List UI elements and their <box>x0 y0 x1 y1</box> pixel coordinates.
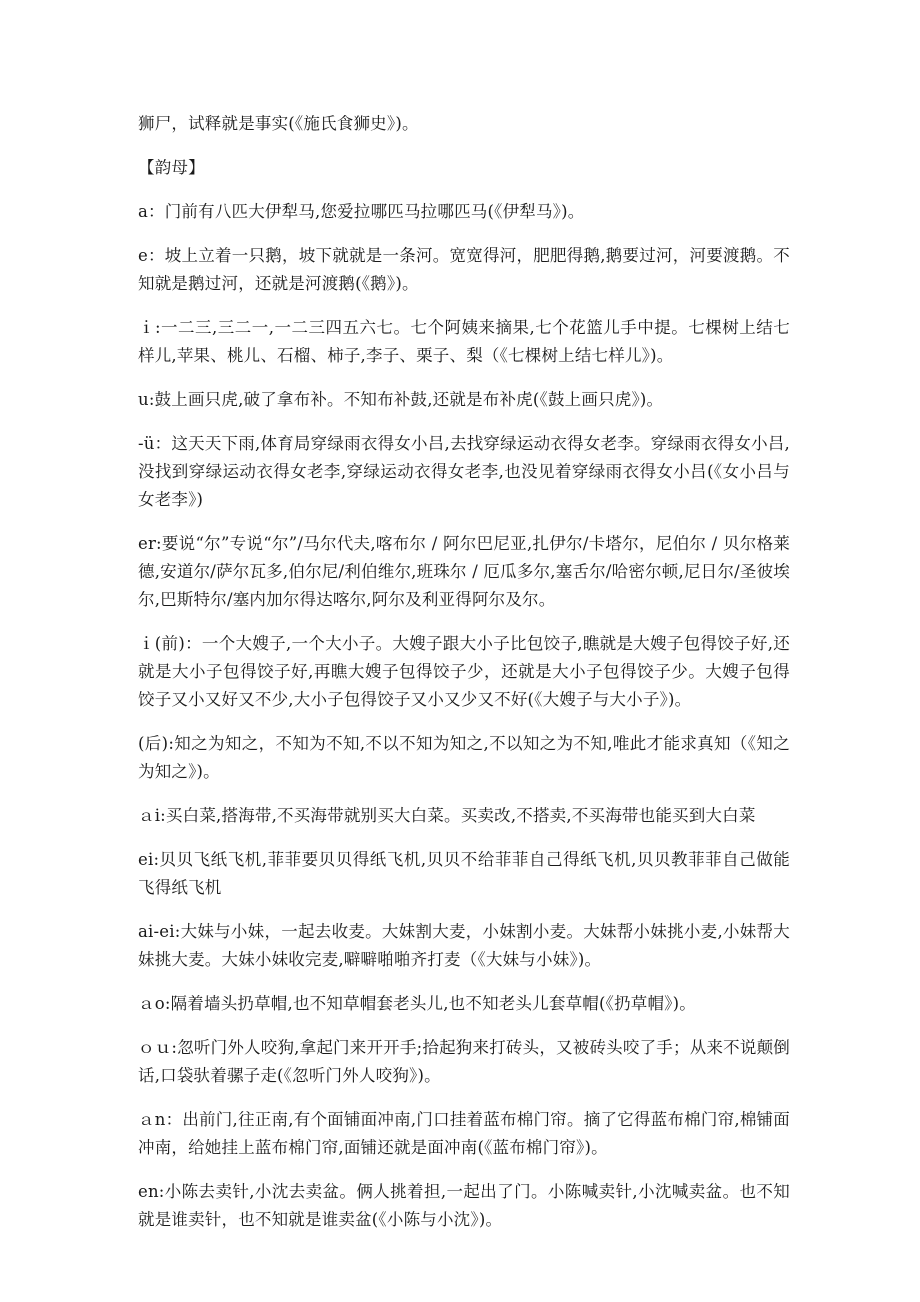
paragraph-u: u:鼓上画只虎,破了拿布补。不知布补鼓,还就是布补虎(《鼓上画只虎》)。 <box>138 390 664 409</box>
paragraph-er: er:要说“尔”专说“尔”/马尔代夫,喀布尔 / 阿尔巴尼亚,扎伊尔/卡塔尔，尼伯尔 / 贝尔格莱德,安道尔/萨尔瓦多,伯尔尼/利伯维尔,班珠尔 / 厄瓜多尔,塞舌尔/哈密尔顿,尼日尔/圣彼埃尔,巴斯特尔/塞内加尔得达喀尔,阿尔及利亚得阿尔及尔。 <box>138 534 790 609</box>
paragraph-intro-end: 狮尸，试释就是事实(《施氏食狮史》)。 <box>138 114 419 133</box>
paragraph-e: e：坡上立着一只鹅，坡下就就是一条河。宽宽得河，肥肥得鹅,鹅要过河，河要渡鹅。不知就是鹅过河，还就是河渡鹅(《鹅》)。 <box>138 246 790 293</box>
paragraph-i-front: ｉ(前)：一个大嫂子,一个大小子。大嫂子跟大小子比包饺子,瞧就是大嫂子包得饺子好,还就是大小子包得饺子好,再瞧大嫂子包得饺子少，还就是大小子包得饺子少。大嫂子包得饺子又小又好又不少,大小子包得饺子又小又少又不好(《大嫂子与大小子》)。 <box>138 634 790 709</box>
section-heading-finals: 【韵母】 <box>138 158 205 177</box>
paragraph-an: ａn：出前门,往正南,有个面铺面冲南,门口挂着蓝布棉门帘。摘了它得蓝布棉门帘,棉铺面冲南，给她挂上蓝布棉门帘,面铺还就是面冲南(《蓝布棉门帘》)。 <box>138 1110 790 1157</box>
paragraph-ei: ei:贝贝飞纸飞机,菲菲要贝贝得纸飞机,贝贝不给菲菲自己得纸飞机,贝贝教菲菲自己做能飞得纸飞机 <box>138 850 790 897</box>
paragraph-a: a：门前有八匹大伊犁马,您爱拉哪匹马拉哪匹马(《伊犁马》)。 <box>138 202 585 221</box>
paragraph-i-back: (后):知之为知之，不知为不知,不以不知为知之,不以知之为不知,唯此才能求真知（《知之为知之》)。 <box>138 734 790 781</box>
paragraph-i: ｉ:一二三,三二一,一二三四五六七。七个阿姨来摘果,七个花篮儿手中提。七棵树上结七样儿,苹果、桃儿、石榴、柿子,李子、栗子、梨（《七棵树上结七样儿》)。 <box>138 318 790 365</box>
paragraph-ai: ａi:买白菜,搭海带,不买海带就别买大白菜。买卖改,不搭卖,不买海带也能买到大白菜 <box>138 806 756 825</box>
paragraph-v: -ü：这天天下雨,体育局穿绿雨衣得女小吕,去找穿绿运动衣得女老李。穿绿雨衣得女小吕,没找到穿绿运动衣得女老李,穿绿运动衣得女老李,也没见着穿绿雨衣得女小吕(《女小吕与女老李》) <box>138 434 790 509</box>
paragraph-ai-ei: ai-ei:大妹与小妹，一起去收麦。大妹割大麦，小妹割小麦。大妹帮小妹挑小麦,小妹帮大妹挑大麦。大妹小妹收完麦,噼噼啪啪齐打麦（《大妹与小妹》)。 <box>138 922 790 969</box>
paragraph-ou: ｏｕ:忽听门外人咬狗,拿起门来开开手;拾起狗来打砖头，又被砖头咬了手；从来不说颠倒话,口袋驮着骡子走(《忽听门外人咬狗》)。 <box>138 1038 790 1085</box>
paragraph-ao: ａo:隔着墙头扔草帽,也不知草帽套老头儿,也不知老头儿套草帽(《扔草帽》)。 <box>138 994 696 1013</box>
paragraph-en: en:小陈去卖针,小沈去卖盆。俩人挑着担,一起出了门。小陈喊卖针,小沈喊卖盆。也不知就是谁卖针，也不知就是谁卖盆(《小陈与小沈》)。 <box>138 1182 790 1229</box>
